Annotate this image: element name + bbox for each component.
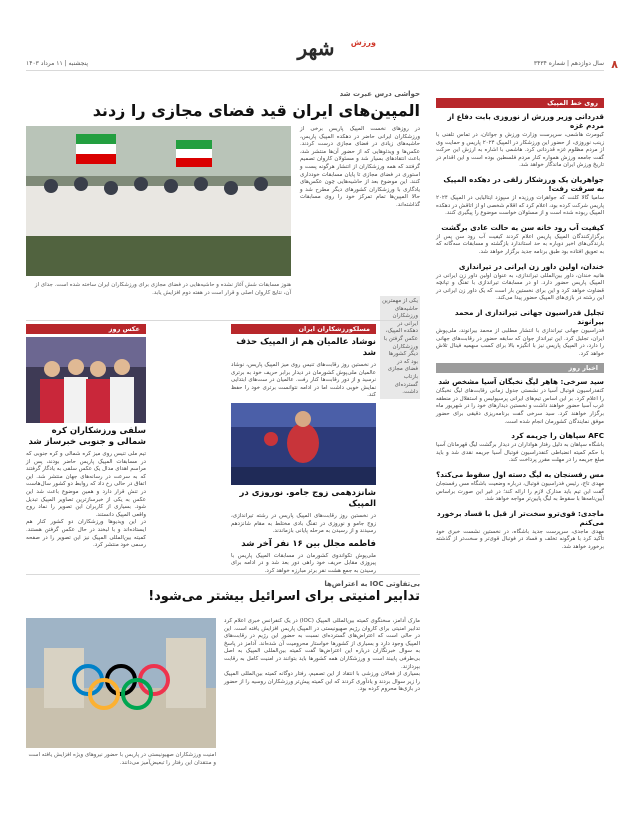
bottom-body-2: بسیاری از فعالان ورزشی با انتقاد از این تصمیم، رفتار دوگانه کمیته بین‌المللی المپیک را زیر سوال بردند و یادآوری کردند که این کمیته پیش‌تر ورزشکاران روسیه را از حضور در بازی‌ها محروم کرده بود. <box>224 671 420 693</box>
story-body: مهدی ماجدی، سرپرست جدید باشگاه، در نخستین نشست خبری خود تأکید کرد با هرگونه تخلف و فساد در فوتبال قوی‌تر و سخت‌تر از گذشته برخورد خواهد شد. <box>436 528 604 550</box>
photo-table-tennis <box>231 403 376 485</box>
logo-text: شهر <box>297 36 335 60</box>
main-photo-caption: هنوز مسابقات شش آغاز نشده و حاشیه‌هایی در فضای مجازی برای ورزشکاران ایران ساخته شده است. جدای از آن، نتایج کاروان اصلی و قرار است در هفته دوم افزایش یابد. <box>34 282 291 296</box>
bottom-body-column <box>224 618 420 804</box>
news-story-3 <box>436 470 604 504</box>
logo-sub: ورزش <box>350 38 376 47</box>
story-title: AFC سپاهان را جریمه کرد <box>511 431 604 441</box>
center-story1-body: در نخستین روز رقابت‌های تنیس روی میز المپیک پاریس، نوشاد عالمیان ملی‌پوش کشورمان در دیدار برابر حریف خود به برتری نرسید و از دور رقابت‌ها کنار رفت. عالمیان در ست‌های ابتدایی نمایش خوبی داشت اما در ادامه نتوانست برتری خود را حفظ کند. <box>231 362 376 399</box>
left-column <box>26 324 146 564</box>
bottom-headline: تدابیر امنیتی برای اسرائیل بیشتر می‌شود! <box>148 589 420 604</box>
main-headline: المپین‌های ایران قید فضای مجازی را زدند <box>92 101 420 120</box>
center-story2-body: در نخستین روز رقابت‌های المپیک پاریس در رشته تیراندازی، زوج جامو و نوروزی در تفنگ بادی مختلط به مقام شانزدهم رسیدند و از رسیدن به مرحله پایانی بازماندند. <box>231 512 376 535</box>
bottom-kicker: بی‌تفاوتی IOC به اعتراض‌ها <box>324 580 420 588</box>
photo-korean-selfie <box>26 337 146 423</box>
bottom-body: مارک آدامز، سخنگوی کمیته بین‌المللی المپیک (IOC) در یک کنفرانس خبری اعلام کرد تدابیر امنیتی برای کاروان رژیم صهیونیستی در المپیک پاریس افزایش یافته است. این در حالی است که اعتراض‌های گسترده‌ای نسبت به حضور این رژیم در رقابت‌های المپیک وجود دارد و بسیاری از کشورها خواستار محرومیت آن شده‌اند. آدامز در پاسخ به سوال خبرنگاران درباره این اعتراض‌ها گفت کمیته بین‌المللی المپیک به اصل بی‌طرفی پایبند است و ورزشکاران همه کشورها باید بتوانند در امنیت کامل به رقابت بپردازند. <box>224 618 420 670</box>
page-header <box>0 0 630 78</box>
story-body: کیومرث هاشمی، سرپرست وزارت ورزش و جوانان، در تماس تلفنی با زینب نوروزی، از حضور این ورزشکار در المپیک ۲۰۲۴ پاریس و حمایت وی از مردم مظلوم غزه قدردانی کرد. هاشمی با اشاره به ارزش این حرکت گفت جامعه ورزش همواره کنار مردم فلسطین بوده است و این اقدام در تاریخ ورزش ایران ماندگار خواهد شد. <box>436 132 604 169</box>
section-iranian-athletes: مسلکورزشکاران ایران <box>231 324 376 334</box>
story-body: سامیا گالا کلنت که جواهرات ورزیده از سپوزد ایتالیایی در المپیک ۲۰۲۴ پاریس شرکت کرده بود، اعلام کرد که اقلام شخصی او از اتاقش در دهکده المپیک ربوده شده است و از مسئولان خواست موضوع را پیگیری کنند. <box>436 194 604 217</box>
main-photo-caption-block <box>26 282 291 316</box>
bottom-divider <box>26 574 420 575</box>
news-story-4 <box>436 509 604 552</box>
story-title: مس رفسنجان به لیگ دسته اول سقوط می‌کند؟ <box>436 470 604 480</box>
story-title: خندان، اولین داور زن ایرانی در تیراندازی <box>458 261 604 271</box>
page-number: ۸ <box>611 58 618 71</box>
story-body: هانیه خندان، داور بین‌المللی تیراندازی، به عنوان اولین داور زن ایرانی در المپیک پاریس حضور دارد. او در مسابقات تیراندازی با تفنگ و تپانچه قضاوت خواهد کرد و این برای نخستین بار است که یک داور زن ایرانی در این رشته در بازی‌های المپیک حضور پیدا می‌کند. <box>436 272 604 302</box>
story-title: تجلیل فدراسیون جهانی تیراندازی از محمد بیرانوند <box>454 307 604 326</box>
issue-date: پنجشنبه | ۱۱ مرداد ۱۴۰۳ <box>26 60 89 67</box>
photo-olympic-rings <box>26 618 216 748</box>
center-story1-title: نوشاد عالمیان هم از المپیک حذف شد <box>236 337 376 358</box>
story-body: باشگاه سپاهان به دلیل رفتار هواداران در دیدار برگشت لیگ قهرمانان آسیا با حکم کمیته انضباطی کنفدراسیون فوتبال آسیا جریمه نقدی شد و باید مبلغ جریمه را در مهلت مقرر پرداخت کند. <box>436 442 604 464</box>
story-body: مهدی تاج، رئیس فدراسیون فوتبال، درباره وضعیت باشگاه مس رفسنجان گفت این تیم باید مدارک لازم را ارائه کند؛ در غیر این صورت براساس آیین‌نامه‌ها با سقوط به لیگ پایین‌تر مواجه خواهد شد. <box>436 481 604 503</box>
sidebar-story-1 <box>436 112 604 170</box>
section-olympic-line: روی خط المپیک <box>436 98 604 108</box>
main-kicker: حواشی درس عبرت شد <box>339 90 420 98</box>
news-story-1 <box>436 377 604 426</box>
header-divider <box>26 70 604 71</box>
center-story3-body: ملی‌پوش تکواندوی کشورمان در مسابقات المپیک پاریس با پیروزی مقابل حریف خود راهی دور بعد شد و در ادامه برای رسیدن به جمع هشت نفر برتر مبارزه خواهد کرد. <box>231 552 376 574</box>
newspaper-logo <box>258 36 374 66</box>
sidebar-story-4 <box>436 262 604 303</box>
left-story2-body: در این ویدیوها ورزشکاران دو کشور کنار هم ایستاده‌اند و با لبخند در حال عکس گرفتن هستند. کمیته بین‌المللی المپیک نیز این تصویر را در صفحه رسمی خود منتشر کرد. <box>26 519 146 549</box>
sidebar-story-2 <box>436 175 604 218</box>
main-lead-body: در روزهای نخست المپیک پاریس برخی از ورزشکاران ایرانی حاضر در دهکده المپیک پاریس، حاشیه‌های زیادی در فضای مجازی درست کردند. عکس‌ها و ویدئوهایی که از حضور آن‌ها منتشر شد، باعث انتقادهای بسیار شد و مسئولان کاروان تصمیم گرفتند که همه ورزشکاران از انتشار هرگونه پست و استوری در فضای مجازی تا پایان مسابقات خودداری کنند. این موضوع بعد از حاشیه‌هایی چون عکس‌های یادگاری با ورزشکاران کشورهای دیگر مطرح شد و حالا المپین‌ها تمام تمرکز خود را روی مسابقات گذاشته‌اند. <box>300 126 420 208</box>
section-divider <box>26 320 420 321</box>
bottom-photo-caption-block <box>26 752 216 802</box>
side-caption-column <box>380 296 420 536</box>
story-title: ماجدی: قوی‌ترو سخت‌تر از قبل با فساد برخورد می‌کنم <box>436 508 604 527</box>
center-column <box>231 324 376 574</box>
section-photo-of-day: عکس روز <box>26 324 146 334</box>
center-story3-title: فاطمه مجلل بین ۱۶ نفر آخر شد <box>241 538 376 549</box>
story-body: فدراسیون جهانی تیراندازی با انتشار مطلبی از محمد بیرانوند، ملی‌پوش ایران، تجلیل کرد. این تیرانداز جوان که سابقه حضور در رقابت‌های جهانی را دارد، در المپیک پاریس نیز با انگیزه بالا برای کسب سهمیه فینال تلاش خواهد کرد. <box>436 327 604 357</box>
main-lead-column <box>300 126 420 296</box>
right-sidebar <box>436 98 604 800</box>
section-daily-news: اخبار روز <box>436 363 604 373</box>
issue-info: سال دوازدهم | شماره ۳۴۳۴ <box>533 60 604 67</box>
main-photo-team-flags <box>26 126 291 276</box>
story-title: قدردانی وزیر ورزش از نوروزی بابت دفاع از مردم غزه <box>447 112 604 130</box>
bottom-photo-caption: امنیت ورزشکاران صهیونیستی در پاریس با حضور نیروهای ویژه افزایش یافته است و منتقدان این رفتار را تبعیض‌آمیز می‌دانند. <box>28 752 216 766</box>
sidebar-story-5 <box>436 308 604 358</box>
bottom-story-header <box>26 580 420 606</box>
story-title: کیفیت آب رود خانه سن به حالت عادی برگشت <box>441 222 604 232</box>
story-body: کنفدراسیون فوتبال آسیا در نشستی جدول زمانی رقابت‌های لیگ نخبگان را اعلام کرد. بر این اساس تیم‌های ایرانی پرسپولیس و استقلال در منطقه غرب آسیا حضور خواهند داشت و نخستین دیدارهای خود را در شهریور ماه برگزار خواهند کرد. سید سرخی گفت برنامه‌ریزی دقیقی برای حضور موفق نمایندگان کشورمان انجام شده است. <box>436 388 604 425</box>
story-title: سید سرخی: هاهر لیگ نخبگان آسیا مشخص شد <box>438 377 604 387</box>
left-story1-title: سلفی ورزشکاران کره شمالی و جنوبی خبرساز شد <box>28 426 146 447</box>
story-body: برگزارکنندگان المپیک پاریس اعلام کردند کیفیت آب رود سن پس از بارندگی‌های اخیر دوباره به حد استاندارد بازگشته و مسابقات سه‌گانه که به تعویق افتاده بود طبق برنامه جدید برگزار خواهد شد. <box>436 233 604 255</box>
story-title: جواهریان یک ورزشکار زلفی در دهکده المپیک به سرقت رفت! <box>443 174 604 193</box>
sidebar-story-3 <box>436 223 604 257</box>
center-story2-title: شانزدهمی زوج جامو. نوروزی در المپیک <box>239 487 376 509</box>
side-caption-box <box>380 296 420 399</box>
side-caption: یکی از مهمترین حاشیه‌های ورزشکاران ایرانی در دهکده المپیک، عکس گرفتن با ورزشکاران دیگر کشورها بود که در فضای مجازی بازتاب گسترده‌ای داشت. <box>382 298 418 396</box>
left-story1-body: تیم ملی تنیس روی میز کره شمالی و کره جنوبی که در مسابقات المپیک پاریس حاضر بودند، پس از مراسم اهدای مدال یک عکس سلفی به یادگار گرفتند که به سرعت در رسانه‌های جهان منتشر شد. این اتفاق در حالی رخ داد که روابط دو کشور سال‌هاست در تنش قرار دارد و همین موضوع باعث شد این عکس به یکی از خبرسازترین تصاویر المپیک تبدیل شود. بسیاری از کاربران این تصویر را نماد روح واقعی المپیک دانستند. <box>26 451 146 518</box>
news-story-2 <box>436 431 604 465</box>
